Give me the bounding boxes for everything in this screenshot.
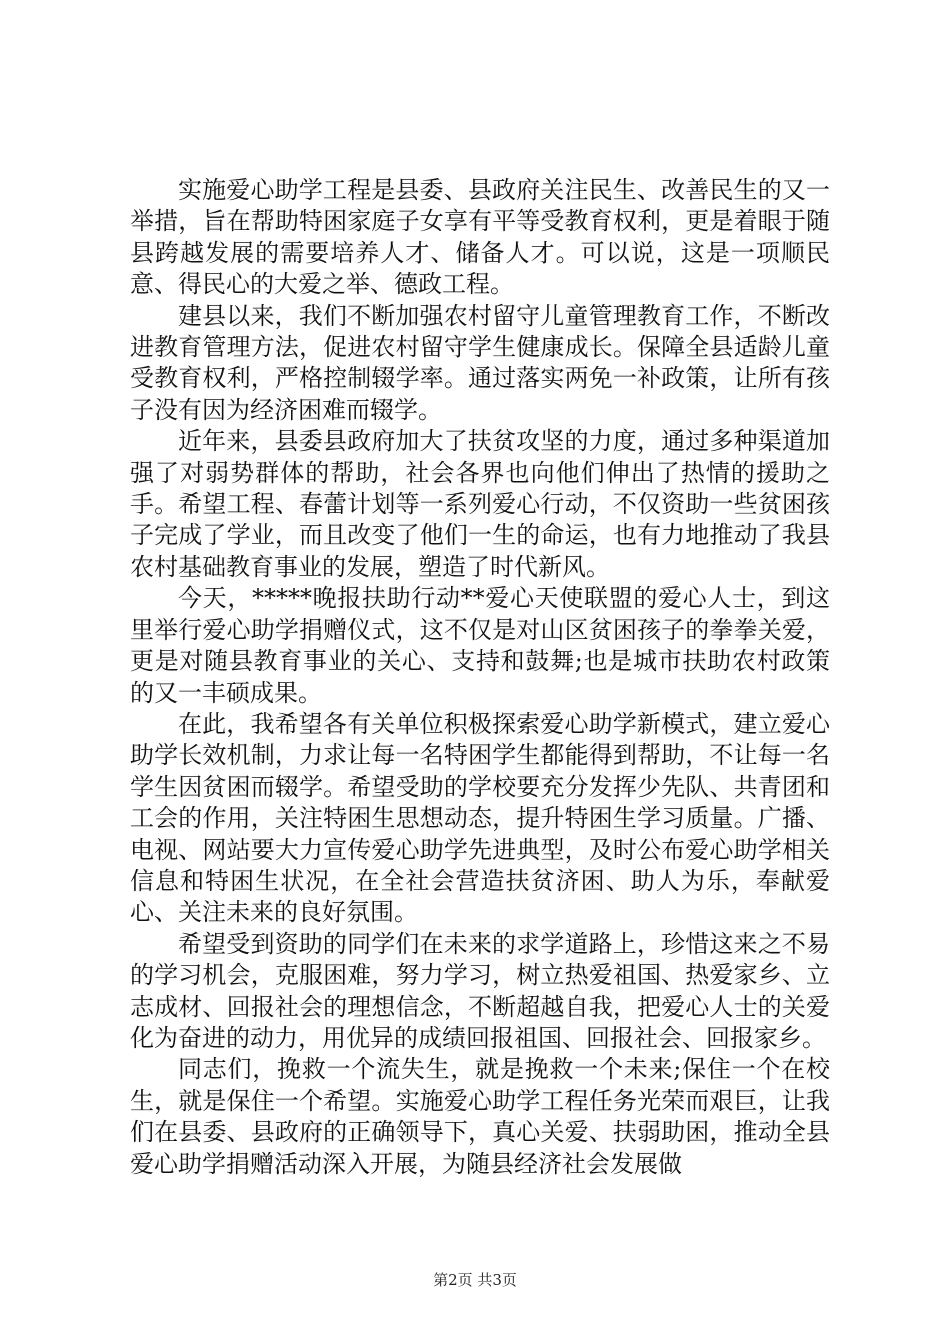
paragraph-4: 今天，*****晚报扶助行动**爱心天使联盟的爱心人士，到这里举行爱心助学捐赠仪式，这不仅是对山区贫困孩子的拳拳关爱，更是对随县教育事业的关心、支持和鼓舞;也是城市扶助农村政策的又一丰硕成果。	[130, 584, 830, 707]
paragraph-6: 希望受到资助的同学们在未来的求学道路上，珍惜这来之不易的学习机会，克服困难，努力学习，树立热爱祖国、热爱家乡、立志成材、回报社会的理想信念，不断超越自我，把爱心人士的关爱化为奋进的动力，用优异的成绩回报祖国、回报社会、回报家乡。	[130, 929, 830, 1052]
page-number-footer: 第2页 共3页	[433, 1271, 517, 1289]
paragraph-3: 近年来，县委县政府加大了扶贫攻坚的力度，通过多种渠道加强了对弱势群体的帮助，社会各界也向他们伸出了热情的援助之手。希望工程、春蕾计划等一系列爱心行动，不仅资助一些贫困孩子完成了学业，而且改变了他们一生的命运，也有力地推动了我县农村基础教育事业的发展，塑造了时代新风。	[130, 427, 830, 581]
paragraph-2: 建县以来，我们不断加强农村留守儿童管理教育工作，不断改进教育管理方法，促进农村留守学生健康成长。保障全县适龄儿童受教育权利，严格控制辍学率。通过落实两免一补政策，让所有孩子没有因为经济困难而辍学。	[130, 301, 830, 424]
paragraph-5: 在此，我希望各有关单位积极探索爱心助学新模式，建立爱心助学长效机制，力求让每一名特困学生都能得到帮助，不让每一名学生因贫困而辍学。希望受助的学校要充分发挥少先队、共青团和工会的作用，关注特困生思想动态，提升特困生学习质量。广播、电视、网站要大力宣传爱心助学先进典型，及时公布爱心助学相关信息和特困生状况，在全社会营造扶贫济困、助人为乐，奉献爱心、关注未来的良好氛围。	[130, 709, 830, 927]
paragraph-7: 同志们，挽救一个流失生，就是挽救一个未来;保住一个在校生，就是保住一个希望。实施爱心助学工程任务光荣而艰巨，让我们在县委、县政府的正确领导下，真心关爱、扶弱助困，推动全县爱心助学捐赠活动深入开展，为随县经济社会发展做	[130, 1055, 830, 1178]
document-body	[130, 175, 830, 1180]
paragraph-1: 实施爱心助学工程是县委、县政府关注民生、改善民生的又一举措，旨在帮助特困家庭子女享有平等受教育权利，更是着眼于随县跨越发展的需要培养人才、储备人才。可以说，这是一项顺民意、得民心的大爱之举、德政工程。	[130, 176, 830, 299]
